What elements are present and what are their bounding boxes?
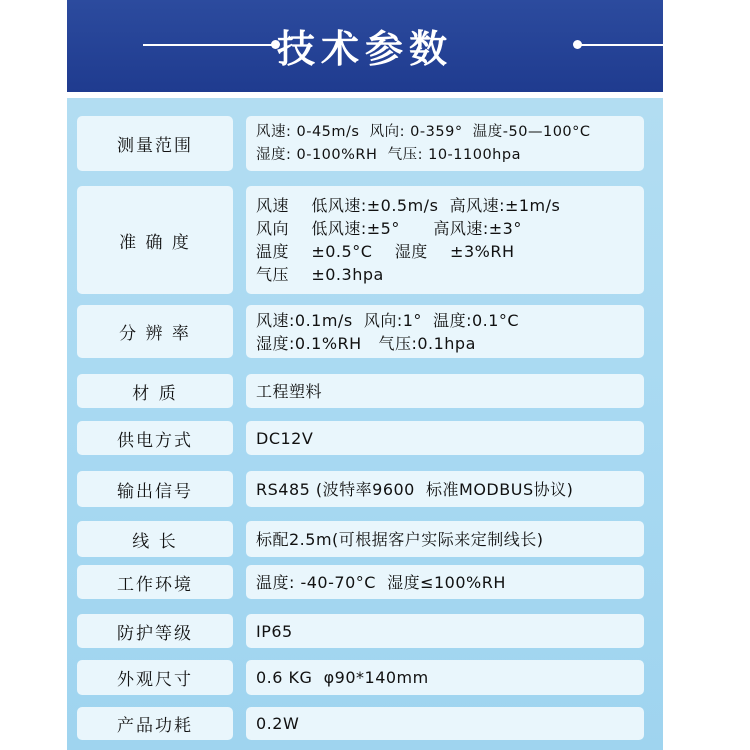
header-banner	[67, 0, 663, 92]
spec-row-power-consumption	[67, 707, 663, 740]
page-title: 技术参数	[276, 27, 453, 71]
spec-label: 输出信号	[77, 471, 233, 507]
spec-label: 材 质	[77, 374, 233, 408]
spec-value-line: 风速:0.1m/s 风向:1° 温度:0.1°C	[256, 310, 520, 330]
spec-row-material	[67, 374, 663, 408]
spec-label: 产品功耗	[77, 707, 233, 740]
spec-value	[246, 614, 644, 648]
spec-row-dimensions	[67, 660, 663, 695]
spec-value-line: 标配2.5m(可根据客户实际来定制线长)	[256, 529, 544, 549]
spec-label: 分 辨 率	[77, 305, 233, 358]
spec-table	[67, 98, 663, 750]
spec-label: 准 确 度	[77, 186, 233, 294]
spec-value	[246, 374, 644, 408]
spec-row-resolution	[67, 305, 663, 358]
spec-row-power-supply	[67, 421, 663, 455]
spec-row-output	[67, 471, 663, 507]
spec-value-line: 温度 ±0.5°C 湿度 ±3%RH	[256, 242, 515, 261]
spec-row-protection	[67, 614, 663, 648]
spec-row-cable	[67, 521, 663, 557]
spec-value-line: 0.2W	[256, 714, 300, 733]
spec-value	[246, 186, 644, 294]
spec-label: 外观尺寸	[77, 660, 233, 695]
spec-value	[246, 116, 644, 171]
spec-value	[246, 565, 644, 599]
spec-value	[246, 707, 644, 740]
spec-value	[246, 521, 644, 557]
spec-label: 工作环境	[77, 565, 233, 599]
spec-value-line: 风速 低风速:±0.5m/s 高风速:±1m/s	[256, 196, 561, 215]
spec-value-line: 气压 ±0.3hpa	[256, 265, 384, 284]
spec-value-line: DC12V	[256, 428, 314, 448]
spec-row-accuracy	[67, 186, 663, 294]
spec-value	[246, 660, 644, 695]
spec-value-line: 风向 低风速:±5° 高风速:±3°	[256, 219, 522, 238]
spec-label: 测量范围	[77, 116, 233, 171]
spec-value	[246, 471, 644, 507]
spec-value-line: IP65	[256, 621, 293, 641]
decor-line-right	[579, 44, 687, 46]
spec-value-line: 0.6 KG φ90*140mm	[256, 668, 429, 687]
spec-value	[246, 305, 644, 358]
spec-label: 防护等级	[77, 614, 233, 648]
spec-value-line: 风速: 0-45m/s 风向: 0-359° 温度-50—100°C	[256, 123, 591, 140]
spec-label: 供电方式	[77, 421, 233, 455]
spec-value-line: 工程塑料	[256, 381, 323, 401]
spec-label: 线 长	[77, 521, 233, 557]
spec-value-line: 湿度: 0-100%RH 气压: 10-1100hpa	[256, 146, 521, 163]
spec-value	[246, 421, 644, 455]
spec-value-line: RS485 (波特率9600 标准MODBUS协议)	[256, 479, 574, 499]
spec-value-line: 湿度:0.1%RH 气压:0.1hpa	[256, 333, 476, 353]
spec-row-range	[67, 116, 663, 171]
spec-value-line: 温度: -40-70°C 湿度≤100%RH	[256, 572, 506, 592]
spec-row-environment	[67, 565, 663, 599]
